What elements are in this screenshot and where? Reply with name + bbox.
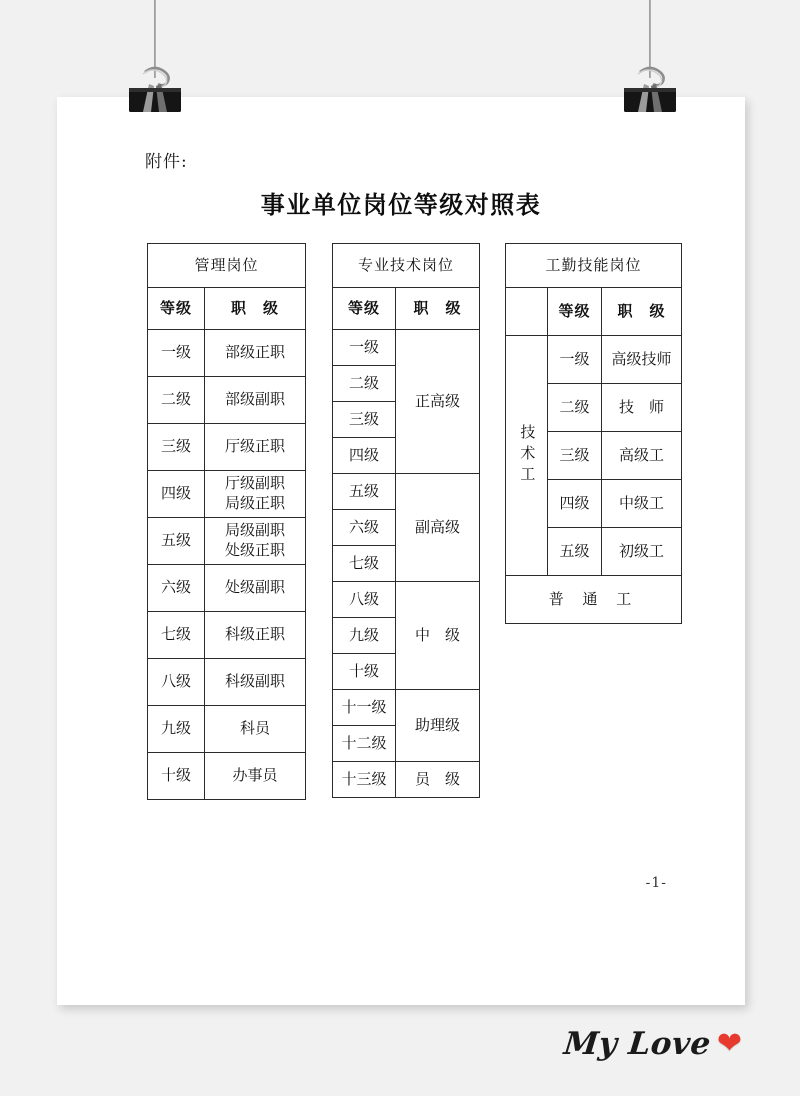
cell-rank: 中级工 xyxy=(602,480,682,528)
cell-level: 一级 xyxy=(148,330,205,377)
cell-rank-group: 正高级 xyxy=(396,330,480,474)
cell-rank: 处级副职 xyxy=(205,565,306,612)
cell-rank xyxy=(205,471,306,518)
cell-empty-corner xyxy=(506,288,548,336)
cell-level: 四级 xyxy=(148,471,205,518)
table-row xyxy=(333,244,480,288)
cell-level: 一级 xyxy=(548,336,602,384)
table-row xyxy=(333,330,480,366)
cell-level: 七级 xyxy=(333,546,396,582)
cell-rank: 科员 xyxy=(205,706,306,753)
cell-rank-group: 中 级 xyxy=(396,582,480,690)
table-row xyxy=(148,424,306,471)
table-row xyxy=(333,474,480,510)
table-row xyxy=(333,288,480,330)
cell-rank-line2: 局级正职 xyxy=(224,494,285,512)
table-row xyxy=(148,565,306,612)
cell-level: 七级 xyxy=(148,612,205,659)
cell-level: 五级 xyxy=(548,528,602,576)
table-row xyxy=(506,288,682,336)
table-title-labor: 工勤技能岗位 xyxy=(506,244,682,288)
column-header-rank: 职 级 xyxy=(396,288,480,330)
cell-level: 二级 xyxy=(148,377,205,424)
table-row xyxy=(333,762,480,798)
binder-clip-icon xyxy=(618,62,682,114)
cell-level: 四级 xyxy=(548,480,602,528)
cell-rank: 高级技师 xyxy=(602,336,682,384)
column-header-level: 等级 xyxy=(548,288,602,336)
table-row xyxy=(148,471,306,518)
cell-group-label-technical-worker: 技术工 xyxy=(506,336,548,576)
cell-level: 六级 xyxy=(333,510,396,546)
table-row xyxy=(333,582,480,618)
table-row xyxy=(148,377,306,424)
watermark xyxy=(564,1026,742,1062)
cell-level: 八级 xyxy=(333,582,396,618)
cell-level: 五级 xyxy=(148,518,205,565)
cell-rank: 科级正职 xyxy=(205,612,306,659)
table-row xyxy=(506,336,682,384)
cell-level: 二级 xyxy=(548,384,602,432)
cell-level: 一级 xyxy=(333,330,396,366)
cell-rank: 初级工 xyxy=(602,528,682,576)
cell-rank: 技 师 xyxy=(602,384,682,432)
cell-level: 三级 xyxy=(148,424,205,471)
cell-general-worker: 普 通 工 xyxy=(506,576,682,624)
cell-level: 六级 xyxy=(148,565,205,612)
cell-rank: 科级副职 xyxy=(205,659,306,706)
table-row xyxy=(148,244,306,288)
table-row xyxy=(148,612,306,659)
cell-rank: 办事员 xyxy=(205,753,306,800)
cell-level: 九级 xyxy=(333,618,396,654)
table-row xyxy=(506,244,682,288)
table-title-technical: 专业技术岗位 xyxy=(333,244,480,288)
cell-rank-group: 员 级 xyxy=(396,762,480,798)
document-page xyxy=(57,97,745,1005)
table-professional-technical-posts xyxy=(332,243,480,798)
table-row xyxy=(148,706,306,753)
cell-rank-group: 助理级 xyxy=(396,690,480,762)
page-title: 事业单位岗位等级对照表 xyxy=(260,190,542,219)
cell-rank: 部级正职 xyxy=(205,330,306,377)
column-header-level: 等级 xyxy=(333,288,396,330)
cell-rank-line2: 处级正职 xyxy=(224,541,285,559)
table-row xyxy=(148,753,306,800)
table-row xyxy=(148,288,306,330)
table-row xyxy=(333,690,480,726)
column-header-level: 等级 xyxy=(148,288,205,330)
cell-rank: 高级工 xyxy=(602,432,682,480)
cell-level: 十级 xyxy=(148,753,205,800)
cell-level: 十三级 xyxy=(333,762,396,798)
table-title-management: 管理岗位 xyxy=(148,244,306,288)
cell-rank xyxy=(205,518,306,565)
table-row xyxy=(148,518,306,565)
cell-rank-line1: 厅级副职 xyxy=(224,474,285,493)
cell-rank: 厅级正职 xyxy=(205,424,306,471)
watermark-text: My Love xyxy=(562,1026,713,1062)
cell-level: 十二级 xyxy=(333,726,396,762)
table-row xyxy=(148,659,306,706)
cell-rank: 部级副职 xyxy=(205,377,306,424)
binder-clip-icon xyxy=(123,62,187,114)
cell-level: 五级 xyxy=(333,474,396,510)
tables-container xyxy=(57,243,745,843)
table-management-posts xyxy=(147,243,306,800)
cell-level: 十级 xyxy=(333,654,396,690)
table-row xyxy=(148,330,306,377)
cell-level: 三级 xyxy=(333,402,396,438)
column-header-rank: 职 级 xyxy=(602,288,682,336)
cell-level: 九级 xyxy=(148,706,205,753)
heart-icon: ❤ xyxy=(716,1026,742,1061)
cell-level: 八级 xyxy=(148,659,205,706)
cell-rank-group: 副高级 xyxy=(396,474,480,582)
attachment-label: 附件: xyxy=(145,152,188,172)
page-number: -1- xyxy=(645,875,667,891)
table-labor-skill-posts xyxy=(505,243,682,624)
cell-level: 十一级 xyxy=(333,690,396,726)
table-row xyxy=(506,576,682,624)
cell-level: 二级 xyxy=(333,366,396,402)
cell-rank-line1: 局级副职 xyxy=(224,521,285,540)
cell-level: 四级 xyxy=(333,438,396,474)
cell-level: 三级 xyxy=(548,432,602,480)
column-header-rank: 职 级 xyxy=(205,288,306,330)
